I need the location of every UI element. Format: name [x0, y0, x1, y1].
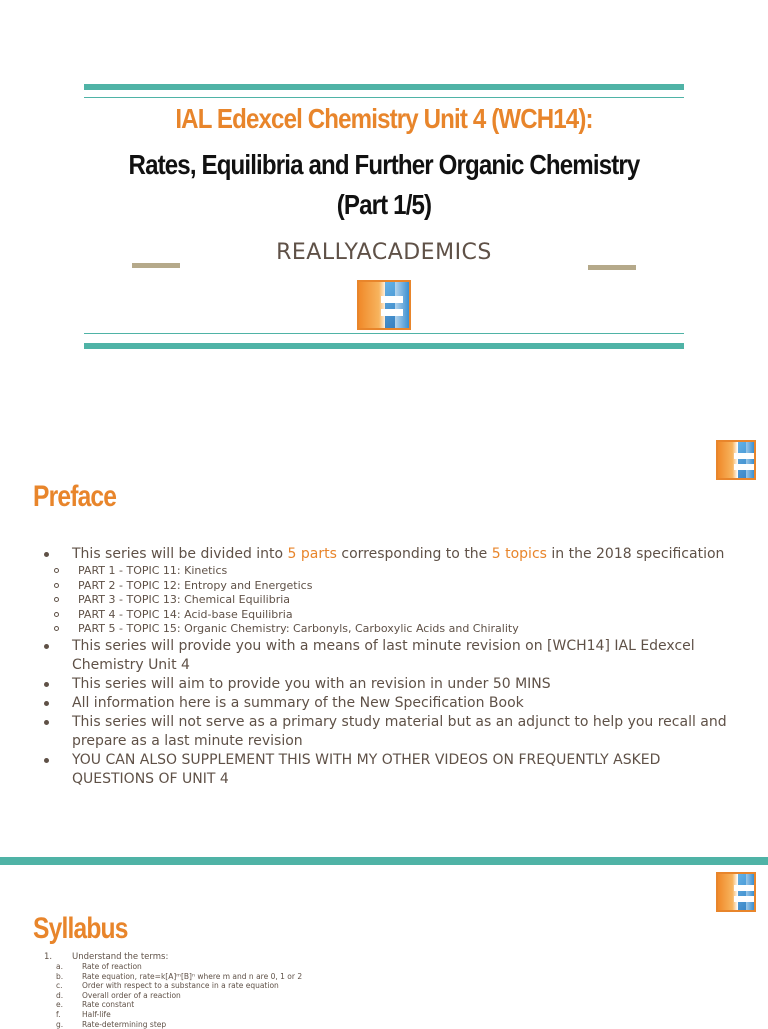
parts-sublist — [72, 564, 740, 637]
sub-list-item: PART 4 - TOPIC 14: Acid-base Equilibria — [40, 608, 740, 623]
hollow-bullet-icon — [54, 612, 59, 617]
sub-list-item: PART 5 - TOPIC 15: Organic Chemistry: Carbonyls, Carboxylic Acids and Chirality — [40, 622, 740, 637]
bullet-icon — [44, 552, 49, 557]
slide-divider — [0, 857, 768, 865]
bullet-icon — [44, 644, 49, 649]
preface-heading: Preface — [33, 480, 117, 513]
syllabus-heading: Syllabus — [33, 912, 128, 945]
sub-list-item: a. Rate of reaction — [56, 962, 142, 971]
list-item: All information here is a summary of the New Specification Book — [40, 694, 740, 713]
sub-list-item: PART 2 - TOPIC 12: Entropy and Energetics — [40, 579, 740, 594]
title-line-3: (Part 1/5) — [336, 189, 432, 220]
hollow-bullet-icon — [54, 583, 59, 588]
hollow-bullet-icon — [54, 626, 59, 631]
sub-list-item: b. Rate equation, rate=k[A]ᵐ[B]ⁿ where m and n are 0, 1 or 2 — [56, 971, 303, 981]
top-accent-bar — [84, 84, 684, 90]
highlight-text: 5 topics — [491, 546, 547, 562]
sub-list-item: d. Overall order of a reaction — [56, 990, 181, 1000]
syllabus-list — [44, 952, 644, 1029]
sub-list-item: PART 3 - TOPIC 13: Chemical Equilibria — [40, 593, 740, 608]
list-item: 1. Understand the terms: — [44, 952, 169, 962]
title-line-2: Rates, Equilibria and Further Organic Chemistry — [128, 149, 640, 180]
hollow-bullet-icon — [54, 568, 59, 573]
bottom-accent-line — [84, 333, 684, 334]
list-item: This series will aim to provide you with an revision in under 50 MINS — [40, 675, 740, 694]
sub-list-item: g. Rate-determining step — [56, 1019, 167, 1029]
bullet-icon — [44, 682, 49, 687]
sub-list-item: c. Order with respect to a substance in a rate equation — [56, 981, 279, 991]
sub-list-item: f. Half-life — [56, 1009, 111, 1019]
preface-list — [40, 545, 740, 789]
reallyacademics-logo-icon — [716, 872, 756, 912]
title-slide — [0, 0, 768, 430]
sub-list-item: e. Rate constant — [56, 1000, 135, 1010]
bullet-icon — [44, 758, 49, 763]
reallyacademics-logo-icon — [716, 440, 756, 480]
list-item: This series will provide you with a means of last minute revision on [WCH14] IAL Edexcel Chemistry Unit 4 — [40, 637, 740, 675]
bullet-icon — [44, 720, 49, 725]
right-dash — [588, 265, 636, 270]
brand-name: REALLYACADEMICS — [276, 240, 492, 265]
top-accent-line — [84, 97, 684, 98]
hollow-bullet-icon — [54, 597, 59, 602]
title-line-1: IAL Edexcel Chemistry Unit 4 (WCH14): — [175, 103, 593, 134]
sub-list-item: PART 1 - TOPIC 11: Kinetics — [40, 564, 740, 579]
highlight-text: 5 parts — [287, 546, 337, 562]
list-item: This series will be divided into 5 parts corresponding to the 5 topics in the 2018 specification PART 1 - TOPIC 11: Kinetics PART 2 - TOPIC 12: Entropy and Energetics PART 3 - TOPIC 13: Chemical Equilibria PART 4 - TOPIC 14: Acid-base Equilibria PART 5 - TOPIC 15: Organic Chemistry: Carbonyls, Carboxylic Acids and Chirality — [40, 545, 740, 637]
bottom-accent-bar — [84, 343, 684, 349]
reallyacademics-logo-icon — [357, 280, 411, 330]
list-item: This series will not serve as a primary study material but as an adjunct to help you recall and prepare as a last minute revision — [40, 713, 740, 751]
list-item: YOU CAN ALSO SUPPLEMENT THIS WITH MY OTHER VIDEOS ON FREQUENTLY ASKED QUESTIONS OF UNIT 4 — [40, 751, 740, 789]
bullet-icon — [44, 701, 49, 706]
